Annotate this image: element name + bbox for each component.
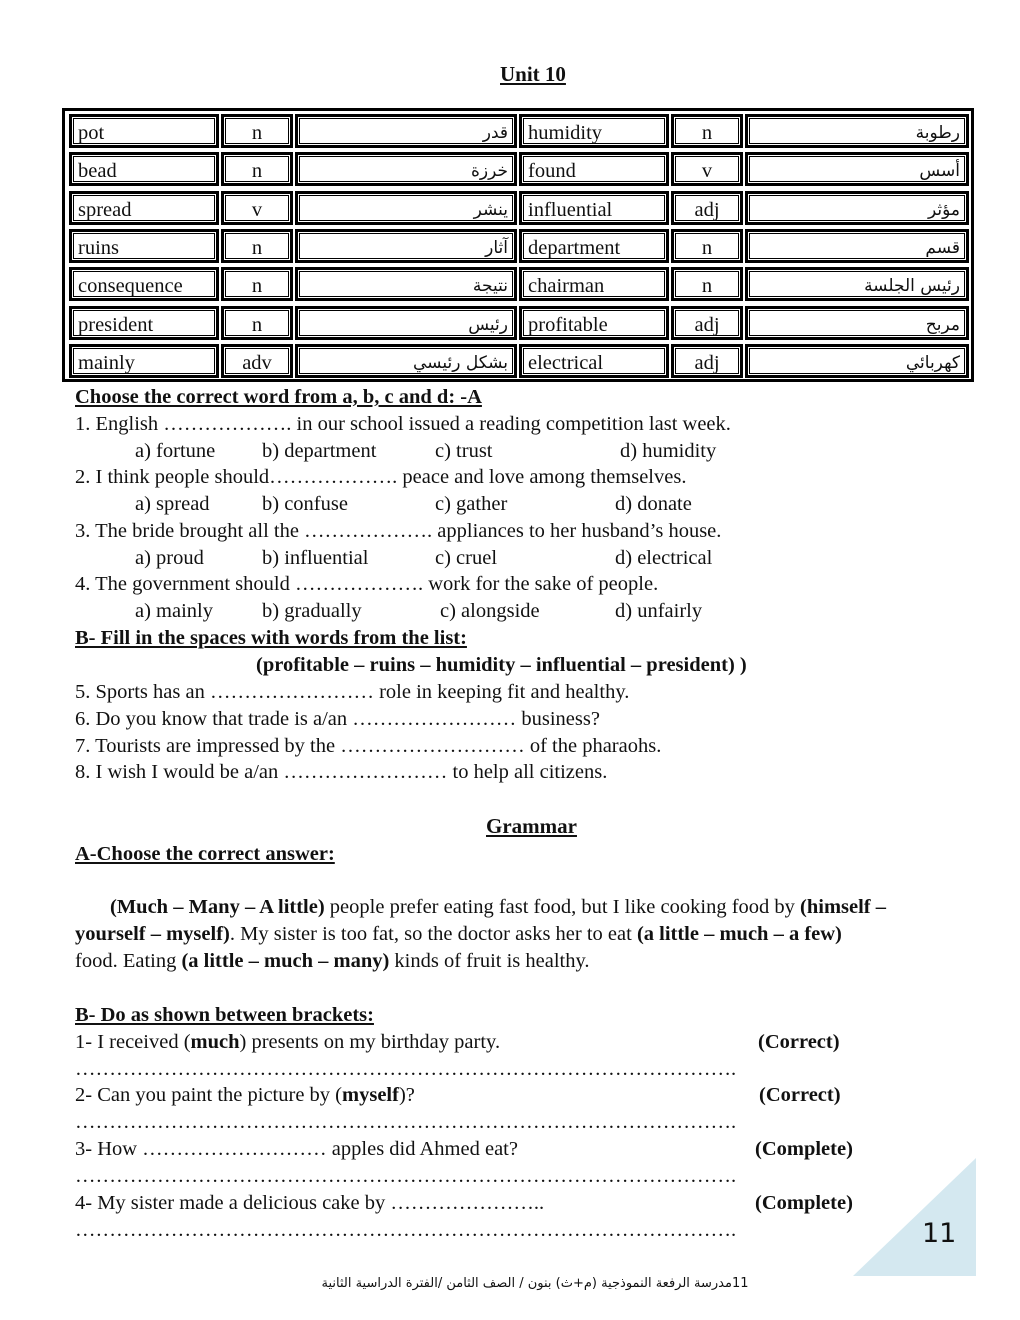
- fill-item-8: 8. I wish I would be a/an …………………… to help all citizens.: [75, 761, 608, 783]
- grammar-item-2: 2- Can you paint the picture by (myself)?: [75, 1084, 415, 1106]
- fill-item-6: 6. Do you know that trade is a/an …………………… business?: [75, 708, 600, 730]
- word-list: (profitable – ruins – humidity – influential – president) ): [256, 654, 747, 676]
- vocab-cell-ar1: [295, 152, 517, 186]
- choice-group-4: (a little – much – many): [181, 950, 390, 972]
- vocab-cell-en1: [69, 229, 219, 263]
- grammar-item-4-tag: (Complete): [755, 1192, 853, 1214]
- vocab-text: consequence: [78, 275, 183, 298]
- q3-option-c: c) cruel: [435, 547, 498, 569]
- vocab-text: n: [251, 275, 263, 298]
- q4-option-d: d) unfairly: [615, 600, 703, 622]
- vocab-cell-en2: [519, 306, 669, 340]
- fill-item-7: 7. Tourists are impressed by the ……………………… of the pharaohs.: [75, 735, 662, 757]
- answer-line-1: …………………………………………………………………………………….: [75, 1058, 737, 1080]
- vocab-text: مؤثر: [928, 199, 960, 220]
- vocab-cell-ar2: [745, 229, 969, 263]
- para-text-1: people prefer eating fast food, but I like cooking food by: [324, 896, 801, 918]
- vocabulary-table: [62, 108, 974, 382]
- vocab-cell-ar2: [745, 114, 969, 148]
- vocab-cell-pos2: [671, 114, 743, 148]
- vocab-text: v: [701, 160, 713, 183]
- choice-group-2b: yourself – myself): [75, 923, 230, 945]
- vocab-text: ruins: [78, 236, 119, 259]
- vocab-text: كهربائي: [905, 352, 960, 373]
- vocab-cell-ar2: [745, 267, 969, 301]
- vocab-cell-pos2: [671, 267, 743, 301]
- vocab-cell-en2: [519, 267, 669, 301]
- vocab-cell-pos1: [221, 152, 293, 186]
- vocab-text: n: [701, 275, 713, 298]
- vocab-text: pot: [78, 122, 105, 144]
- vocab-cell-en2: [519, 229, 669, 263]
- vocab-text: influential: [528, 198, 613, 221]
- vocab-cell-ar1: [295, 229, 517, 263]
- vocab-cell-en1: [69, 267, 219, 301]
- vocab-cell-ar2: [745, 344, 969, 378]
- grammar-item-1-tag: (Correct): [758, 1031, 840, 1053]
- vocab-cell-en2: [519, 152, 669, 186]
- answer-line-2: …………………………………………………………………………………….: [75, 1111, 737, 1133]
- q3-option-d: d) electrical: [615, 547, 713, 569]
- vocab-text: قدر: [482, 123, 508, 143]
- q4-option-c: c) alongside: [440, 600, 540, 622]
- grammar-paragraph-line-1: [110, 894, 886, 921]
- vocab-cell-en1: [69, 191, 219, 225]
- choice-group-2a: (himself –: [800, 896, 886, 918]
- question-3: 3. The bride brought all the ………………. appliances to her husband’s house.: [75, 520, 722, 542]
- q1-option-c: c) trust: [435, 440, 493, 462]
- q1-option-d: d) humidity: [620, 440, 717, 462]
- vocab-text: n: [251, 236, 263, 259]
- question-4: 4. The government should ………………. work for the sake of people.: [75, 573, 659, 595]
- vocab-text: profitable: [528, 313, 608, 336]
- grammar-item-2-tag: (Correct): [759, 1084, 841, 1106]
- vocab-cell-ar1: [295, 114, 517, 148]
- vocab-text: department: [528, 236, 621, 259]
- vocab-cell-en1: [69, 152, 219, 186]
- question-1: 1. English ………………. in our school issued a reading competition last week.: [75, 413, 731, 435]
- vocab-cell-pos1: [221, 306, 293, 340]
- vocab-cell-en1: [69, 306, 219, 340]
- q2-option-a: a) spread: [135, 493, 210, 515]
- vocab-cell-ar2: [745, 306, 969, 340]
- vocab-cell-pos2: [671, 191, 743, 225]
- vocab-cell-en2: [519, 191, 669, 225]
- para-text-2: . My sister is too fat, so the doctor asks her to eat: [229, 923, 637, 945]
- vocab-text: n: [701, 236, 713, 259]
- vocab-text: adj: [694, 351, 720, 374]
- grammar-paragraph-line-2: [75, 921, 842, 948]
- vocab-text: bead: [78, 160, 117, 183]
- vocab-text: v: [251, 198, 263, 221]
- vocab-cell-ar1: [295, 191, 517, 225]
- vocab-text: مربح: [925, 314, 960, 335]
- page-corner-triangle: [853, 1158, 976, 1276]
- answer-line-3: …………………………………………………………………………………….: [75, 1165, 737, 1187]
- vocab-cell-ar2: [745, 152, 969, 186]
- vocab-text: n: [251, 313, 263, 336]
- vocab-text: رئيس: [468, 314, 508, 335]
- vocab-text: president: [78, 313, 154, 336]
- vocab-text: قسم: [925, 237, 960, 258]
- vocab-cell-ar1: [295, 267, 517, 301]
- vocab-text: أسس: [919, 161, 960, 182]
- vocab-text: رطوبة: [915, 123, 960, 143]
- grammar-title: Grammar: [486, 814, 577, 838]
- vocab-cell-ar2: [745, 191, 969, 225]
- fill-item-5: 5. Sports has an …………………… role in keeping fit and healthy.: [75, 681, 630, 703]
- vocab-cell-pos1: [221, 114, 293, 148]
- vocab-text: آثار: [485, 237, 508, 258]
- vocab-text: n: [251, 122, 263, 144]
- q1-option-b: b) department: [262, 440, 377, 462]
- grammar-item-4: 4- My sister made a delicious cake by …………………..: [75, 1192, 545, 1214]
- vocab-cell-pos1: [221, 267, 293, 301]
- section-a-heading: Choose the correct word from a, b, c and d: -A: [75, 386, 482, 408]
- grammar-item-3: 3- How ……………………… apples did Ahmed eat?: [75, 1138, 518, 1160]
- choice-group-1: (Much – Many – A little): [110, 896, 325, 918]
- grammar-item-1: 1- I received (much) presents on my birthday party.: [75, 1031, 501, 1053]
- answer-line-4: …………………………………………………………………………………….: [75, 1219, 737, 1241]
- question-2: 2. I think people should………………. peace and love among themselves.: [75, 466, 687, 488]
- vocab-text: electrical: [528, 351, 604, 374]
- vocab-text: adv: [242, 351, 272, 374]
- choice-group-3: (a little – much – a few): [636, 923, 842, 945]
- vocab-cell-pos1: [221, 229, 293, 263]
- q4-option-a: a) mainly: [135, 600, 213, 622]
- vocab-text: n: [251, 160, 263, 183]
- grammar-a-heading: A-Choose the correct answer:: [75, 843, 335, 865]
- q2-option-d: d) donate: [615, 493, 692, 515]
- vocab-cell-ar1: [295, 344, 517, 378]
- q4-option-b: b) gradually: [262, 600, 362, 622]
- vocab-cell-en1: [69, 344, 219, 378]
- vocab-cell-ar1: [295, 306, 517, 340]
- footer-school-info: 11مدرسة الرفعة النموذجية (م+ث) بنون / الصف الثامن /الفترة الدراسية الثانية: [321, 1276, 749, 1291]
- vocab-text: spread: [78, 198, 132, 221]
- grammar-b-heading: B- Do as shown between brackets:: [75, 1004, 374, 1026]
- q1-option-a: a) fortune: [135, 440, 216, 462]
- vocab-text: رئيس الجلسة: [864, 276, 960, 297]
- page-number: 11: [922, 1218, 957, 1249]
- vocab-text: نتيجة: [472, 276, 508, 297]
- vocab-text: n: [701, 122, 713, 144]
- vocab-text: ينشر: [473, 199, 508, 220]
- vocab-text: خرزة: [470, 161, 508, 182]
- vocab-cell-en2: [519, 114, 669, 148]
- vocab-cell-en1: [69, 114, 219, 148]
- vocab-text: mainly: [78, 351, 135, 374]
- vocab-cell-pos2: [671, 306, 743, 340]
- vocab-text: adj: [694, 198, 720, 221]
- vocab-cell-pos1: [221, 344, 293, 378]
- vocab-text: chairman: [528, 275, 605, 298]
- q2-option-c: c) gather: [435, 493, 508, 515]
- vocab-text: humidity: [528, 122, 603, 144]
- vocab-text: بشكل رئيسي: [413, 352, 508, 373]
- para-text-3: food. Eating: [75, 950, 182, 972]
- vocab-cell-pos2: [671, 229, 743, 263]
- grammar-paragraph-line-3: [75, 948, 590, 975]
- vocab-text: adj: [694, 313, 720, 336]
- para-text-4: kinds of fruit is healthy.: [389, 950, 590, 972]
- unit-title: Unit 10: [500, 62, 566, 86]
- q3-option-a: a) proud: [135, 547, 204, 569]
- q2-option-b: b) confuse: [262, 493, 348, 515]
- vocab-cell-en2: [519, 344, 669, 378]
- vocab-text: found: [528, 160, 576, 183]
- vocab-cell-pos2: [671, 152, 743, 186]
- q3-option-b: b) influential: [262, 547, 369, 569]
- section-b-heading: B- Fill in the spaces with words from the list:: [75, 627, 467, 649]
- vocab-cell-pos1: [221, 191, 293, 225]
- vocab-cell-pos2: [671, 344, 743, 378]
- grammar-item-3-tag: (Complete): [755, 1138, 853, 1160]
